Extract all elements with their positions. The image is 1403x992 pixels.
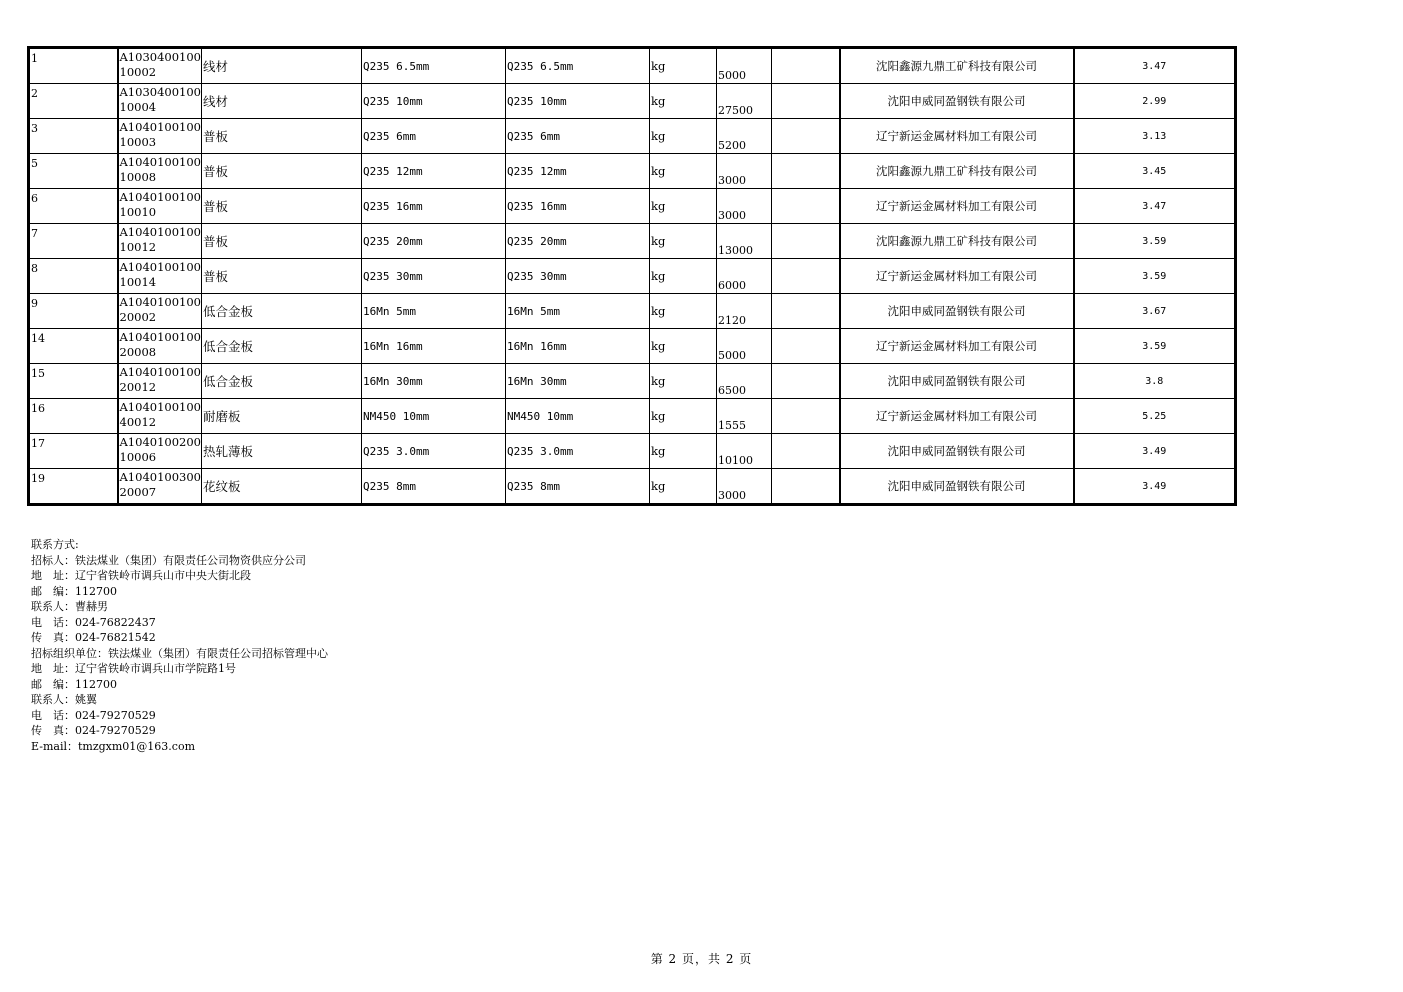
unit: kg xyxy=(650,84,717,119)
material-name: 耐磨板 xyxy=(202,399,362,434)
material-name: 低合金板 xyxy=(202,364,362,399)
unit-price: 3.13 xyxy=(1074,119,1236,154)
material-code xyxy=(118,434,202,469)
material-name: 线材 xyxy=(202,84,362,119)
material-code-line1: A1030400100 xyxy=(119,50,201,64)
table-row xyxy=(29,119,1236,154)
supplier-name: 沈阳鑫源九鼎工矿科技有限公司 xyxy=(840,48,1074,84)
table-row xyxy=(29,48,1236,84)
blank-cell xyxy=(772,329,840,364)
blank-cell xyxy=(772,48,840,84)
material-name: 热轧薄板 xyxy=(202,434,362,469)
specification-detail: NM450 10mm xyxy=(506,399,650,434)
specification: Q235 20mm xyxy=(362,224,506,259)
row-number: 9 xyxy=(29,294,118,329)
table-row xyxy=(29,189,1236,224)
material-name: 花纹板 xyxy=(202,469,362,505)
contact-line: 招标人：铁法煤业（集团）有限责任公司物资供应分公司 xyxy=(31,553,306,567)
table-row xyxy=(29,469,1236,505)
material-name: 低合金板 xyxy=(202,329,362,364)
supplier-name: 辽宁新运金属材料加工有限公司 xyxy=(840,259,1074,294)
material-code xyxy=(118,48,202,84)
row-number: 7 xyxy=(29,224,118,259)
material-code-line2: 10003 xyxy=(119,135,157,149)
material-code xyxy=(118,259,202,294)
material-code-line2: 20012 xyxy=(119,380,157,394)
unit: kg xyxy=(650,154,717,189)
contact-line: 联系人：姚翼 xyxy=(31,693,97,706)
specification-detail: Q235 20mm xyxy=(506,224,650,259)
material-name: 普板 xyxy=(202,189,362,224)
material-code-line1: A1040100100 xyxy=(119,295,201,309)
row-number: 15 xyxy=(29,364,118,399)
material-code xyxy=(118,119,202,154)
unit: kg xyxy=(650,189,717,224)
material-code-line2: 10008 xyxy=(119,170,157,184)
contact-line: E-mail：tmzgxm01@163.com xyxy=(31,739,196,753)
material-code-line2: 10010 xyxy=(119,205,157,219)
table-row xyxy=(29,259,1236,294)
row-number: 2 xyxy=(29,84,118,119)
unit: kg xyxy=(650,294,717,329)
row-number: 5 xyxy=(29,154,118,189)
supplier-name: 辽宁新运金属材料加工有限公司 xyxy=(840,399,1074,434)
supplier-name: 辽宁新运金属材料加工有限公司 xyxy=(840,119,1074,154)
contact-info xyxy=(31,537,328,754)
material-code-line2: 10014 xyxy=(119,275,157,289)
material-code-line2: 10004 xyxy=(119,100,157,114)
quantity: 3000 xyxy=(717,154,772,189)
unit-price: 3.47 xyxy=(1074,48,1236,84)
quantity: 27500 xyxy=(717,84,772,119)
material-code-line1: A1040100100 xyxy=(119,120,201,134)
specification: 16Mn 5mm xyxy=(362,294,506,329)
material-code-line1: A1040100300 xyxy=(119,470,201,484)
quantity: 10100 xyxy=(717,434,772,469)
material-code xyxy=(118,189,202,224)
supplier-name: 沈阳鑫源九鼎工矿科技有限公司 xyxy=(840,154,1074,189)
unit: kg xyxy=(650,119,717,154)
supplier-name: 辽宁新运金属材料加工有限公司 xyxy=(840,189,1074,224)
table-row xyxy=(29,84,1236,119)
blank-cell xyxy=(772,224,840,259)
material-code-line2: 40012 xyxy=(119,415,157,429)
row-number: 3 xyxy=(29,119,118,154)
unit-price: 3.8 xyxy=(1074,364,1236,399)
unit: kg xyxy=(650,399,717,434)
table-row xyxy=(29,364,1236,399)
unit-price: 3.67 xyxy=(1074,294,1236,329)
blank-cell xyxy=(772,364,840,399)
row-number: 6 xyxy=(29,189,118,224)
row-number: 14 xyxy=(29,329,118,364)
quantity: 3000 xyxy=(717,189,772,224)
supplier-name: 沈阳申威同盈钢铁有限公司 xyxy=(840,84,1074,119)
blank-cell xyxy=(772,294,840,329)
contact-line: 联系人：曹赫男 xyxy=(31,600,108,613)
material-code xyxy=(118,364,202,399)
material-code-line2: 20002 xyxy=(119,310,157,324)
quantity: 1555 xyxy=(717,399,772,434)
unit-price: 5.25 xyxy=(1074,399,1236,434)
material-name: 线材 xyxy=(202,48,362,84)
contact-line: 地 址：辽宁省铁岭市调兵山市学院路1号 xyxy=(31,662,236,675)
specification-detail: Q235 6.5mm xyxy=(506,48,650,84)
unit-price: 3.59 xyxy=(1074,259,1236,294)
contact-line: 电 话：024-79270529 xyxy=(31,708,156,722)
specification: Q235 8mm xyxy=(362,469,506,505)
specification-detail: Q235 3.0mm xyxy=(506,434,650,469)
specification-detail: Q235 30mm xyxy=(506,259,650,294)
specification: Q235 12mm xyxy=(362,154,506,189)
material-code-line2: 10006 xyxy=(119,450,157,464)
table-row xyxy=(29,294,1236,329)
specification-detail: 16Mn 16mm xyxy=(506,329,650,364)
material-code-line1: A1040100100 xyxy=(119,365,201,379)
contact-line: 地 址：辽宁省铁岭市调兵山市中央大街北段 xyxy=(31,569,251,582)
material-code xyxy=(118,399,202,434)
specification: 16Mn 30mm xyxy=(362,364,506,399)
contact-line: 传 真：024-76821542 xyxy=(31,631,156,644)
table-body xyxy=(29,48,1236,505)
material-code-line1: A1040100100 xyxy=(119,225,201,239)
blank-cell xyxy=(772,469,840,505)
specification: Q235 3.0mm xyxy=(362,434,506,469)
material-code-line2: 20007 xyxy=(119,485,157,499)
contact-line: 邮 编：112700 xyxy=(31,584,117,598)
table-row xyxy=(29,329,1236,364)
material-code xyxy=(118,469,202,505)
supplier-name: 沈阳申威同盈钢铁有限公司 xyxy=(840,434,1074,469)
material-code xyxy=(118,84,202,119)
specification-detail: Q235 10mm xyxy=(506,84,650,119)
unit: kg xyxy=(650,329,717,364)
row-number: 8 xyxy=(29,259,118,294)
quantity: 5000 xyxy=(717,329,772,364)
contact-line: 传 真：024-79270529 xyxy=(31,724,156,737)
contact-line: 招标组织单位：铁法煤业（集团）有限责任公司招标管理中心 xyxy=(31,646,328,660)
specification-detail: Q235 8mm xyxy=(506,469,650,505)
material-code-line2: 10002 xyxy=(119,65,157,79)
table-row xyxy=(29,224,1236,259)
unit-price: 3.45 xyxy=(1074,154,1236,189)
quantity: 6500 xyxy=(717,364,772,399)
unit-price: 3.49 xyxy=(1074,469,1236,505)
page-number: 第 2 页，共 2 页 xyxy=(650,952,753,966)
supplier-name: 沈阳申威同盈钢铁有限公司 xyxy=(840,294,1074,329)
table-row xyxy=(29,434,1236,469)
material-name: 普板 xyxy=(202,224,362,259)
quantity: 6000 xyxy=(717,259,772,294)
row-number: 1 xyxy=(29,48,118,84)
quantity: 2120 xyxy=(717,294,772,329)
specification-detail: 16Mn 30mm xyxy=(506,364,650,399)
material-code-line1: A1040100100 xyxy=(119,190,201,204)
unit-price: 3.47 xyxy=(1074,189,1236,224)
unit-price: 3.59 xyxy=(1074,224,1236,259)
unit: kg xyxy=(650,469,717,505)
unit: kg xyxy=(650,224,717,259)
specification: Q235 16mm xyxy=(362,189,506,224)
blank-cell xyxy=(772,119,840,154)
supplier-name: 沈阳鑫源九鼎工矿科技有限公司 xyxy=(840,224,1074,259)
material-name: 低合金板 xyxy=(202,294,362,329)
award-table xyxy=(27,46,1237,506)
supplier-name: 沈阳申威同盈钢铁有限公司 xyxy=(840,469,1074,505)
contact-line: 电 话：024-76822437 xyxy=(31,615,156,629)
material-code-line1: A1040100100 xyxy=(119,260,201,274)
specification: Q235 10mm xyxy=(362,84,506,119)
specification: 16Mn 16mm xyxy=(362,329,506,364)
specification: NM450 10mm xyxy=(362,399,506,434)
material-name: 普板 xyxy=(202,119,362,154)
unit-price: 3.59 xyxy=(1074,329,1236,364)
contact-line: 联系方式: xyxy=(31,538,79,551)
row-number: 19 xyxy=(29,469,118,505)
supplier-name: 辽宁新运金属材料加工有限公司 xyxy=(840,329,1074,364)
specification-detail: 16Mn 5mm xyxy=(506,294,650,329)
material-code xyxy=(118,294,202,329)
material-code xyxy=(118,154,202,189)
unit-price: 2.99 xyxy=(1074,84,1236,119)
material-name: 普板 xyxy=(202,154,362,189)
blank-cell xyxy=(772,259,840,294)
material-code-line1: A1040100200 xyxy=(119,435,201,449)
table-row xyxy=(29,399,1236,434)
material-code-line2: 20008 xyxy=(119,345,157,359)
specification-detail: Q235 12mm xyxy=(506,154,650,189)
quantity: 3000 xyxy=(717,469,772,505)
specification: Q235 6mm xyxy=(362,119,506,154)
material-code-line1: A1040100100 xyxy=(119,400,201,414)
specification-detail: Q235 16mm xyxy=(506,189,650,224)
contact-line: 邮 编：112700 xyxy=(31,677,117,691)
unit: kg xyxy=(650,48,717,84)
blank-cell xyxy=(772,189,840,224)
quantity: 13000 xyxy=(717,224,772,259)
unit: kg xyxy=(650,364,717,399)
row-number: 16 xyxy=(29,399,118,434)
unit: kg xyxy=(650,259,717,294)
quantity: 5000 xyxy=(717,48,772,84)
quantity: 5200 xyxy=(717,119,772,154)
material-code xyxy=(118,329,202,364)
row-number: 17 xyxy=(29,434,118,469)
blank-cell xyxy=(772,399,840,434)
table-row xyxy=(29,154,1236,189)
material-name: 普板 xyxy=(202,259,362,294)
material-code-line1: A1030400100 xyxy=(119,85,201,99)
material-code-line1: A1040100100 xyxy=(119,155,201,169)
blank-cell xyxy=(772,154,840,189)
blank-cell xyxy=(772,434,840,469)
material-code-line1: A1040100100 xyxy=(119,330,201,344)
supplier-name: 沈阳申威同盈钢铁有限公司 xyxy=(840,364,1074,399)
material-code-line2: 10012 xyxy=(119,240,157,254)
unit: kg xyxy=(650,434,717,469)
specification: Q235 30mm xyxy=(362,259,506,294)
specification-detail: Q235 6mm xyxy=(506,119,650,154)
blank-cell xyxy=(772,84,840,119)
material-code xyxy=(118,224,202,259)
unit-price: 3.49 xyxy=(1074,434,1236,469)
specification: Q235 6.5mm xyxy=(362,48,506,84)
